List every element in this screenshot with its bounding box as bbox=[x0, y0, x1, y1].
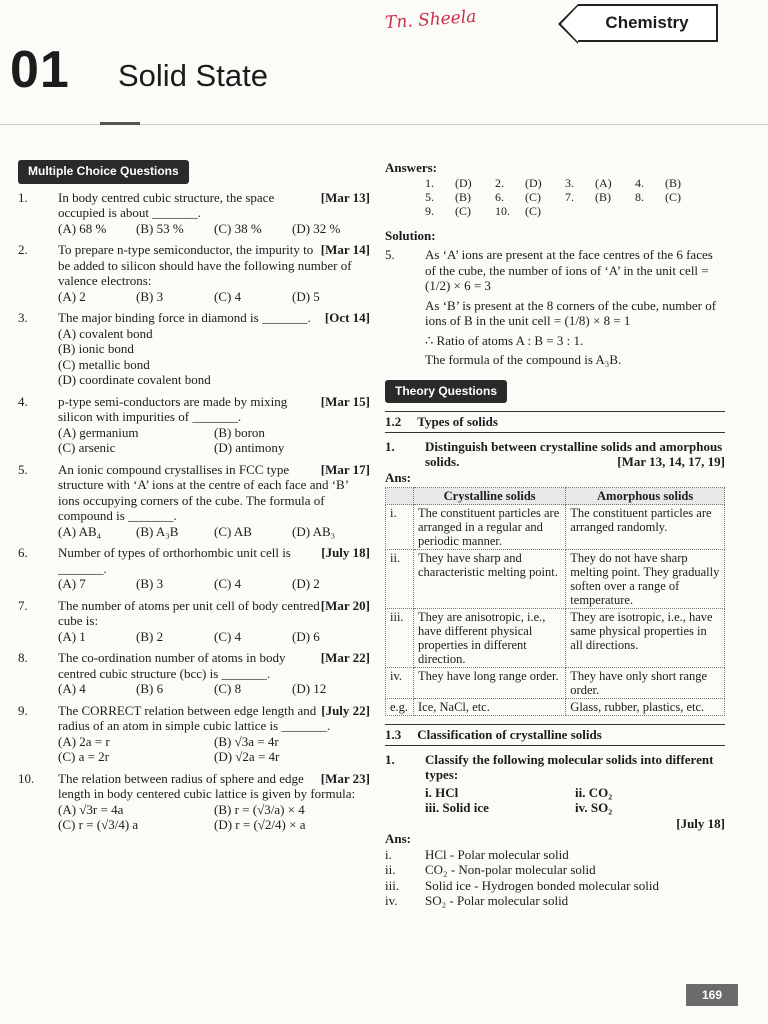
question-text: The CORRECT relation between edge length and radius of an atom in simple cubic lattice is _______. bbox=[58, 702, 331, 733]
answer-number: i. bbox=[385, 846, 392, 862]
question-mark: [Mar 13] bbox=[320, 189, 370, 205]
option: (A) AB₄ bbox=[58, 523, 102, 539]
section-classification bbox=[385, 724, 725, 746]
option: (C) 4 bbox=[214, 288, 242, 304]
option: (D) coordinate covalent bond bbox=[58, 372, 211, 387]
answer-cell bbox=[595, 204, 635, 218]
table-cell: They do not have sharp melting point. They gradually soften over a range of temperature. bbox=[566, 550, 725, 609]
answer-cell: (A) bbox=[595, 175, 612, 190]
option: (C) r = (√3/4) a bbox=[58, 817, 139, 832]
table-cell: ii. bbox=[386, 550, 414, 609]
answer-cell: (D) bbox=[455, 175, 472, 190]
question-text: In body centred cubic structure, the space occupied is about _______. bbox=[58, 189, 275, 220]
option: (A) covalent bond bbox=[58, 325, 153, 341]
mcq-heading: Multiple Choice Questions bbox=[18, 160, 189, 184]
table-header-row bbox=[386, 488, 725, 505]
answer-cell: (B) bbox=[595, 189, 611, 204]
option: (B) 3 bbox=[136, 576, 164, 591]
table-header-cell: Crystalline solids bbox=[414, 488, 566, 505]
question-mark: [Mar 23] bbox=[320, 770, 370, 786]
solution-line bbox=[385, 247, 725, 294]
answer-item bbox=[385, 847, 725, 863]
answer-item bbox=[385, 878, 725, 894]
mcq-question bbox=[18, 190, 370, 237]
option-list bbox=[58, 221, 370, 237]
answer-cell: (D) bbox=[525, 175, 542, 190]
section-number: 1.3 bbox=[385, 727, 402, 742]
question-number: 5. bbox=[18, 461, 28, 477]
answer-cell bbox=[665, 204, 705, 218]
question-number: 7. bbox=[18, 597, 28, 613]
option: (D) antimony bbox=[214, 440, 285, 455]
answer-list bbox=[385, 847, 725, 909]
table-row bbox=[386, 699, 725, 716]
answer-number: iv. bbox=[385, 893, 398, 908]
answer-cell: (C) bbox=[525, 189, 541, 204]
question-number: 1. bbox=[385, 438, 395, 454]
answer-cell: (C) bbox=[525, 203, 541, 218]
answer-cell: (C) bbox=[665, 189, 681, 204]
question-number: 1. bbox=[18, 189, 28, 205]
question-text: Distinguish between crystalline solids and amorphous solids. bbox=[425, 438, 723, 469]
mcq-question bbox=[18, 310, 370, 388]
option: (B) ionic bond bbox=[58, 341, 134, 356]
option: (C) metallic bond bbox=[58, 356, 150, 372]
option: (B) 6 bbox=[136, 681, 164, 696]
question-mark: [Mar 15] bbox=[320, 393, 370, 409]
question-text: p-type semi-conductors are made by mixing silicon with impurities of _______. bbox=[58, 393, 288, 424]
theory-question bbox=[385, 439, 725, 470]
theory-question bbox=[385, 752, 725, 832]
answers-grid bbox=[425, 176, 725, 218]
option: (A) 2a = r bbox=[58, 733, 110, 749]
option-list bbox=[58, 576, 370, 592]
answer-cell: 2. bbox=[495, 175, 504, 190]
subject-tab: Chemistry bbox=[578, 4, 718, 42]
answer-label: Ans: bbox=[385, 469, 412, 485]
option: (C) 4 bbox=[214, 576, 242, 591]
table-cell: They have long range order. bbox=[414, 668, 566, 699]
option-list bbox=[58, 681, 370, 697]
section-number: 1.2 bbox=[385, 414, 402, 429]
answer-cell: 10. bbox=[495, 203, 510, 218]
answer-item bbox=[385, 862, 725, 878]
option: (C) arsenic bbox=[58, 440, 116, 455]
option: (D) √2a = 4r bbox=[214, 749, 280, 764]
option-list bbox=[58, 629, 370, 645]
option: (D) r = (√2/4) × a bbox=[214, 817, 306, 832]
question-mark: [Mar 22] bbox=[320, 650, 370, 665]
table-cell: iii. bbox=[386, 609, 414, 668]
chapter-number: 01 bbox=[10, 41, 70, 99]
solution-text: As ‘A’ ions are present at the face centres of the 6 faces of the cube, the number of ions of ‘A’ in the unit cell = (1/2) × 6 = 3 bbox=[425, 247, 713, 293]
table-cell: Ice, NaCl, etc. bbox=[414, 699, 566, 716]
mcq-question bbox=[18, 394, 370, 456]
option: (B) √3a = 4r bbox=[214, 733, 279, 749]
table-cell: They have only short range order. bbox=[566, 668, 725, 699]
option: (A) 68 % bbox=[58, 220, 107, 236]
option: (A) √3r = 4a bbox=[58, 801, 124, 817]
option: (B) 53 % bbox=[136, 220, 184, 236]
option-list bbox=[58, 289, 370, 305]
question-item: iv. SO₂ bbox=[575, 800, 613, 815]
table-row bbox=[386, 668, 725, 699]
answer-number: iii. bbox=[385, 877, 400, 893]
answer-cell: (B) bbox=[455, 189, 471, 204]
question-mark: [July 22] bbox=[321, 702, 370, 718]
table-row bbox=[386, 609, 725, 668]
table-cell: They are isotropic, i.e., have same physical properties in all directions. bbox=[566, 609, 725, 668]
answer-cell: 7. bbox=[565, 189, 574, 204]
answer-text: Solid ice - Hydrogen bonded molecular solid bbox=[425, 877, 659, 893]
question-text: To prepare n-type semiconductor, the impurity to be added to silicon should have the following number of valence electrons: bbox=[58, 242, 352, 288]
answer-cell bbox=[565, 204, 595, 218]
option: (C) a = 2r bbox=[58, 749, 110, 764]
mcq-question bbox=[18, 545, 370, 592]
answers-block bbox=[385, 160, 725, 218]
question-mark: [Mar 17] bbox=[320, 461, 370, 477]
solution-line bbox=[385, 352, 725, 368]
comparison-table bbox=[385, 487, 725, 716]
question-number: 4. bbox=[18, 393, 28, 409]
question-mark: [Mar 20] bbox=[320, 597, 370, 613]
option: (A) 4 bbox=[58, 681, 86, 696]
left-column bbox=[18, 160, 370, 833]
table-cell: The constituent particles are arranged in a regular and periodic manner. bbox=[414, 505, 566, 550]
solution-label: Solution: bbox=[385, 227, 436, 243]
option: (A) 1 bbox=[58, 628, 86, 644]
mcq-question bbox=[18, 650, 370, 697]
answer-cell: (C) bbox=[455, 203, 471, 218]
solution-block bbox=[385, 228, 725, 368]
question-number: 8. bbox=[18, 650, 28, 665]
answer-item bbox=[385, 893, 725, 909]
option: (D) AB₃ bbox=[292, 523, 336, 539]
option-list bbox=[58, 734, 370, 765]
question-text: The number of atoms per unit cell of body centred cube is: bbox=[58, 597, 320, 628]
answer-cell: (B) bbox=[665, 175, 681, 190]
option: (D) 32 % bbox=[292, 220, 341, 236]
answer-cell: 1. bbox=[425, 175, 434, 190]
answer-cell: 5. bbox=[425, 189, 434, 204]
question-text: The major binding force in diamond is _______. bbox=[58, 310, 311, 325]
solution-line bbox=[385, 333, 725, 349]
option: (C) 8 bbox=[214, 681, 242, 696]
option-list bbox=[58, 524, 370, 540]
question-text: Classify the following molecular solids into different types: bbox=[425, 751, 714, 782]
question-mark: [Mar 14] bbox=[320, 242, 370, 257]
option: (D) 5 bbox=[292, 288, 320, 304]
table-cell: e.g. bbox=[386, 699, 414, 716]
solution-text: As ‘B’ is present at the 8 corners of the cube, number of ions of B in the unit cell = (1/8) × 8 = 1 bbox=[425, 297, 717, 328]
table-header-cell bbox=[386, 488, 414, 505]
theory-heading: Theory Questions bbox=[385, 380, 507, 404]
option: (C) AB bbox=[214, 523, 252, 539]
option: (B) 2 bbox=[136, 628, 164, 644]
answer-number: ii. bbox=[385, 862, 396, 877]
table-cell: The constituent particles are arranged randomly. bbox=[566, 505, 725, 550]
table-cell: Glass, rubber, plastics, etc. bbox=[566, 699, 725, 716]
option: (B) r = (√3/a) × 4 bbox=[214, 801, 305, 817]
solution-line bbox=[385, 298, 725, 329]
solution-text: ∴ Ratio of atoms A : B = 3 : 1. bbox=[425, 332, 584, 348]
answer-text: CO₂ - Non-polar molecular solid bbox=[425, 862, 596, 877]
solution-text: The formula of the compound is A₃B. bbox=[425, 352, 622, 367]
table-cell: They have sharp and characteristic melting point. bbox=[414, 550, 566, 609]
table-row bbox=[386, 505, 725, 550]
option: (A) germanium bbox=[58, 424, 139, 440]
question-item: i. HCl bbox=[425, 784, 459, 800]
question-text: The co-ordination number of atoms in body centred cubic structure (bcc) is _______. bbox=[58, 650, 286, 681]
option: (B) boron bbox=[214, 424, 265, 440]
table-header-cell: Amorphous solids bbox=[566, 488, 725, 505]
option: (D) 12 bbox=[292, 681, 327, 696]
question-mark: [Oct 14] bbox=[324, 310, 370, 325]
answer-text: HCl - Polar molecular solid bbox=[425, 846, 569, 862]
section-title: Types of solids bbox=[417, 414, 498, 429]
question-mark: [July 18] bbox=[321, 545, 370, 560]
option-list bbox=[58, 425, 370, 456]
question-number: 10. bbox=[18, 770, 35, 786]
solution-lines bbox=[385, 247, 725, 368]
question-items bbox=[425, 785, 725, 816]
question-number: 6. bbox=[18, 545, 28, 560]
solution-number: 5. bbox=[385, 247, 395, 262]
answer-cell: 8. bbox=[635, 189, 644, 204]
question-number: 2. bbox=[18, 242, 28, 257]
option: (B) 3 bbox=[136, 288, 164, 304]
answer-label: Ans: bbox=[385, 831, 412, 846]
mcq-list bbox=[18, 190, 370, 833]
question-number: 9. bbox=[18, 702, 28, 718]
mcq-question bbox=[18, 703, 370, 765]
option: (A) 2 bbox=[58, 288, 86, 304]
question-item: iii. Solid ice bbox=[425, 800, 489, 815]
table-body bbox=[386, 505, 725, 716]
question-text: An ionic compound crystallises in FCC type structure with ‘A’ ions at the centre of each face and ‘B’ ions occupying corners of the cube. The formula of compound is _______. bbox=[58, 461, 349, 523]
section-title: Classification of crystalline solids bbox=[417, 727, 602, 742]
section-types-of-solids bbox=[385, 411, 725, 433]
option: (C) 38 % bbox=[214, 220, 262, 236]
table-cell: iv. bbox=[386, 668, 414, 699]
option: (A) 7 bbox=[58, 576, 86, 591]
mcq-question bbox=[18, 462, 370, 540]
option: (B) A₃B bbox=[136, 523, 179, 539]
mcq-question bbox=[18, 771, 370, 833]
table-row bbox=[386, 550, 725, 609]
table-cell: i. bbox=[386, 505, 414, 550]
answer-cell: 3. bbox=[565, 175, 574, 190]
question-text: The relation between radius of sphere and edge length in body centered cubic lattice is given by formula: bbox=[58, 770, 356, 801]
table-cell: They are anisotropic, i.e., have different physical properties in different direction. bbox=[414, 609, 566, 668]
mcq-question bbox=[18, 598, 370, 645]
option: (C) 4 bbox=[214, 628, 242, 644]
page-number: 169 bbox=[686, 984, 738, 1006]
answer-cell: 6. bbox=[495, 189, 504, 204]
title-rule-accent bbox=[100, 122, 140, 125]
question-mark: [Mar 13, 14, 17, 19] bbox=[617, 454, 725, 469]
right-column bbox=[385, 160, 725, 909]
question-number: 1. bbox=[385, 751, 395, 767]
question-item: ii. CO₂ bbox=[575, 784, 613, 800]
answer-text: SO₂ - Polar molecular solid bbox=[425, 893, 569, 908]
chapter-title: Solid State bbox=[118, 58, 268, 93]
question-mark: [July 18] bbox=[676, 815, 725, 831]
handwritten-note: Tn. Sheela bbox=[384, 6, 477, 34]
answer-cell: 9. bbox=[425, 203, 434, 218]
option-list bbox=[58, 802, 370, 833]
question-text: Number of types of orthorhombic unit cell is _______. bbox=[58, 545, 291, 576]
mcq-question bbox=[18, 242, 370, 304]
option: (D) 2 bbox=[292, 576, 320, 591]
answers-label: Answers: bbox=[385, 160, 437, 175]
answer-cell: 4. bbox=[635, 175, 644, 190]
option-list bbox=[58, 326, 370, 388]
option: (D) 6 bbox=[292, 628, 320, 644]
answer-cell bbox=[635, 204, 665, 218]
question-number: 3. bbox=[18, 310, 28, 325]
